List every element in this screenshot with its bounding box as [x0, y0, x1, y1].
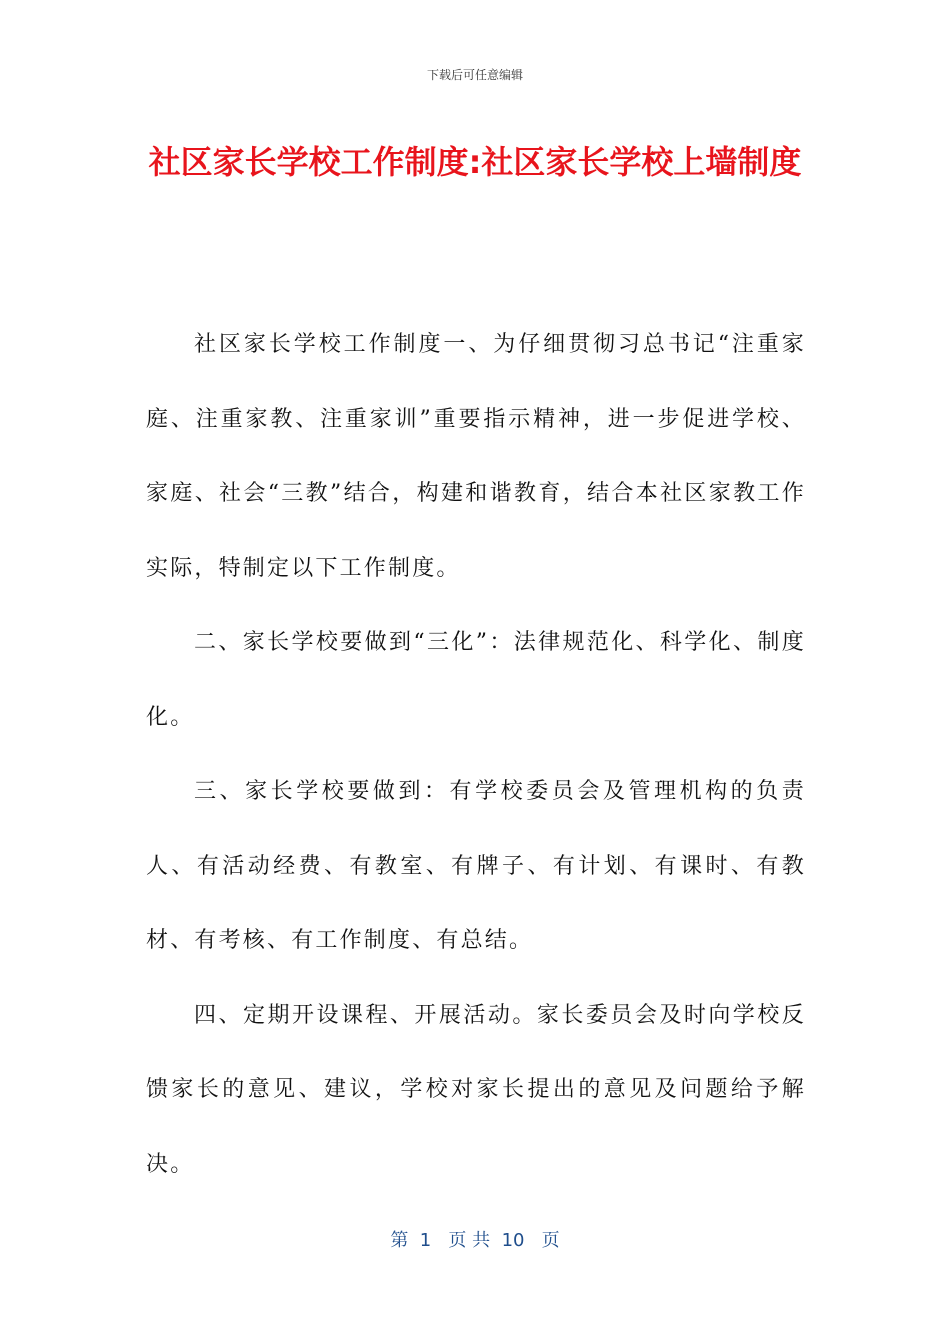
paragraph-3: 三、家长学校要做到：有学校委员会及管理机构的负责人、有活动经费、有教室、有牌子、有计划、有课时、有教材、有考核、有工作制度、有总结。 [146, 779, 806, 953]
paragraph-1: 社区家长学校工作制度一、为仔细贯彻习总书记“注重家庭、注重家教、注重家训”重要指示精神，进一步促进学校、家庭、社会“三教”结合，构建和谐教育，结合本社区家教工作实际，特制定以下工作制度。 [146, 332, 806, 581]
paragraph-2: 二、家长学校要做到“三化”：法律规范化、科学化、制度化。 [146, 630, 806, 730]
page-number-footer: 第 1 页 共 10 页 [390, 1230, 560, 1251]
document-title: 社区家长学校工作制度:社区家长学校上墙制度 [148, 143, 802, 181]
paragraph-4: 四、定期开设课程、开展活动。家长委员会及时向学校反馈家长的意见、建议，学校对家长提出的意见及问题给予解决。 [146, 1002, 806, 1177]
document-body [146, 308, 806, 1202]
header-note: 下载后可任意编辑 [426, 68, 523, 82]
